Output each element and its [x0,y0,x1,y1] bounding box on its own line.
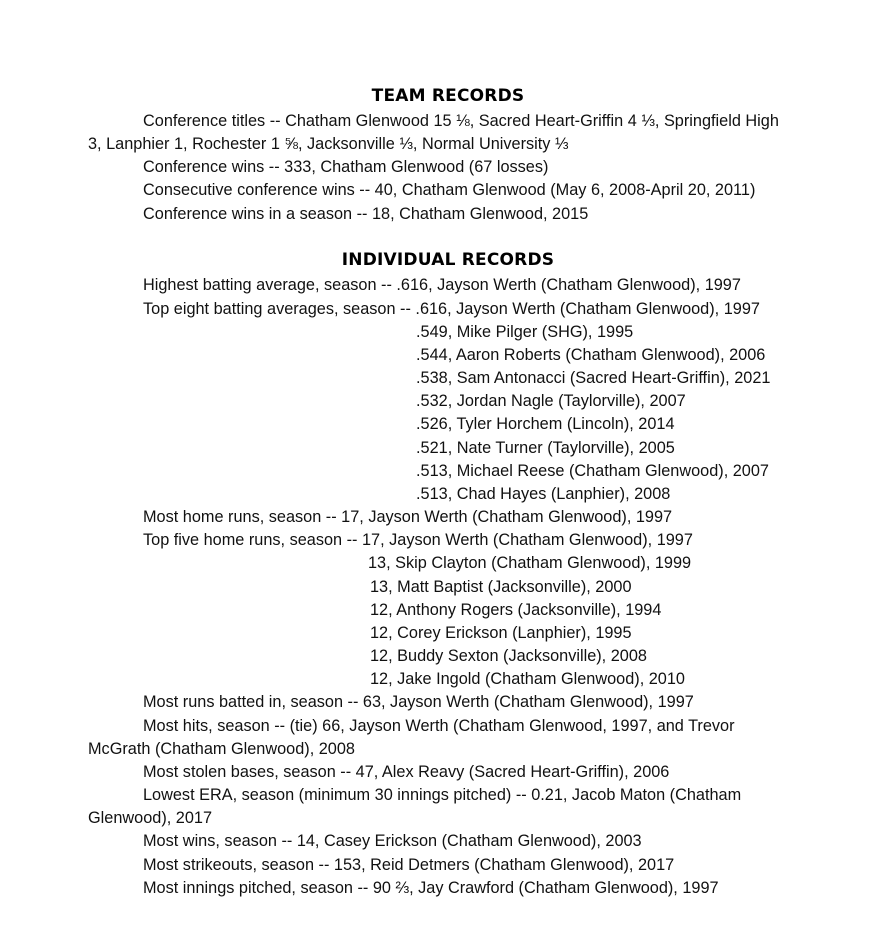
individual-record-line: Highest batting average, season -- .616, Jayson Werth (Chatham Glenwood), 1997 [143,276,741,294]
home-run-entry: 12, Buddy Sexton (Jacksonville), 2008 [370,647,647,665]
batting-average-entry: .513, Chad Hayes (Lanphier), 2008 [416,485,671,503]
individual-record-line: Most strikeouts, season -- 153, Reid Detmers (Chatham Glenwood), 2017 [143,856,675,874]
batting-average-entry: .521, Nate Turner (Taylorville), 2005 [416,439,675,457]
team-record-line: 3, Lanphier 1, Rochester 1 ⅝, Jacksonville ⅓, Normal University ⅓ [88,135,569,153]
home-run-entry: 13, Skip Clayton (Chatham Glenwood), 1999 [368,554,692,572]
individual-record-line: Most runs batted in, season -- 63, Jayson Werth (Chatham Glenwood), 1997 [143,693,694,711]
batting-average-entry: .532, Jordan Nagle (Taylorville), 2007 [416,392,686,410]
batting-average-entry: .549, Mike Pilger (SHG), 1995 [416,323,634,341]
batting-average-entry: .513, Michael Reese (Chatham Glenwood), 2007 [416,462,769,480]
team-record-line: Consecutive conference wins -- 40, Chatham Glenwood (May 6, 2008-April 20, 2011) [143,181,756,199]
team-record-line: Conference wins -- 333, Chatham Glenwood (67 losses) [143,158,549,176]
individual-records-heading: INDIVIDUAL RECORDS [341,250,555,270]
batting-average-entry: .526, Tyler Horchem (Lincoln), 2014 [416,415,675,433]
home-run-entry: 12, Corey Erickson (Lanphier), 1995 [370,624,632,642]
individual-record-line: McGrath (Chatham Glenwood), 2008 [88,740,355,758]
individual-record-line: Most hits, season -- (tie) 66, Jayson Werth (Chatham Glenwood, 1997, and Trevor [143,717,735,735]
individual-record-line: Top eight batting averages, season -- .616, Jayson Werth (Chatham Glenwood), 1997 [143,300,760,318]
individual-record-line: Lowest ERA, season (minimum 30 innings pitched) -- 0.21, Jacob Maton (Chatham [143,786,742,804]
individual-record-line: Most innings pitched, season -- 90 ⅔, Jay Crawford (Chatham Glenwood), 1997 [143,879,719,897]
individual-record-line: Most stolen bases, season -- 47, Alex Reavy (Sacred Heart-Griffin), 2006 [143,763,670,781]
team-record-line: Conference wins in a season -- 18, Chatham Glenwood, 2015 [143,205,589,223]
team-record-line: Conference titles -- Chatham Glenwood 15 ⅛, Sacred Heart-Griffin 4 ⅓, Springfield High [143,112,779,130]
team-records-heading: TEAM RECORDS [371,86,525,106]
batting-average-entry: .538, Sam Antonacci (Sacred Heart-Griffin), 2021 [416,369,771,387]
home-run-entry: 12, Jake Ingold (Chatham Glenwood), 2010 [370,670,685,688]
batting-average-entry: .544, Aaron Roberts (Chatham Glenwood), 2006 [416,346,766,364]
individual-record-line: Glenwood), 2017 [88,809,213,827]
individual-record-line: Most home runs, season -- 17, Jayson Werth (Chatham Glenwood), 1997 [143,508,673,526]
individual-record-line: Most wins, season -- 14, Casey Erickson (Chatham Glenwood), 2003 [143,832,642,850]
home-run-entry: 13, Matt Baptist (Jacksonville), 2000 [370,578,632,596]
individual-record-line: Top five home runs, season -- 17, Jayson Werth (Chatham Glenwood), 1997 [143,531,693,549]
home-run-entry: 12, Anthony Rogers (Jacksonville), 1994 [370,601,662,619]
